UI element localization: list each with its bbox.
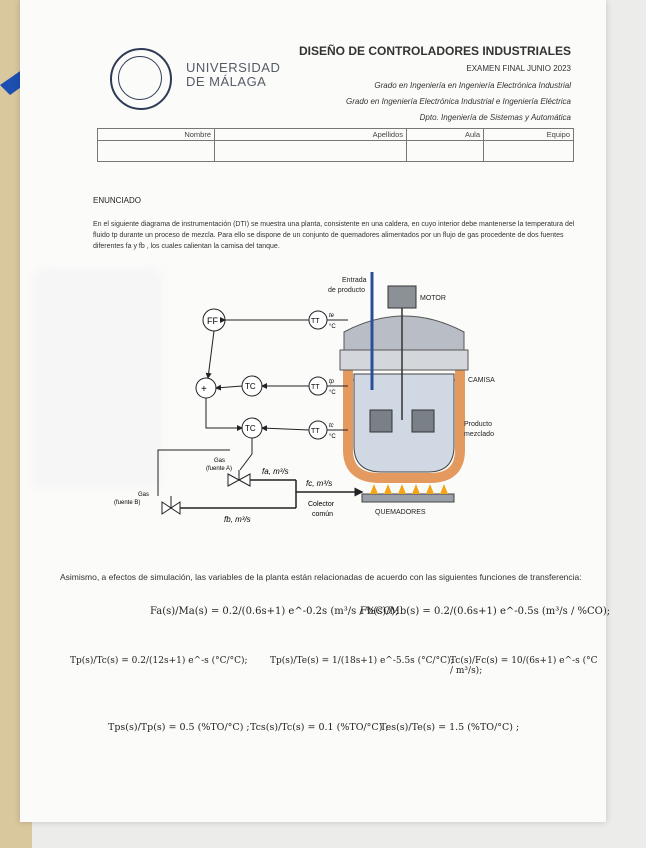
exam-title: EXAMEN FINAL JUNIO 2023 [466, 64, 571, 73]
fa-label: fa, m³/s [262, 467, 289, 476]
eq-fb-mb: Fb(s)/Mb(s) = 0.2/(0.6s+1) e^-0.5s (m³/s / %CO); [360, 606, 611, 617]
gas-pipes [180, 480, 362, 508]
field-apellidos[interactable] [215, 141, 407, 162]
gas-b-label: Gas [138, 492, 150, 498]
sum-label: + [201, 384, 207, 395]
col-equipo: Equipo [484, 129, 574, 141]
tank-fluid [354, 374, 454, 472]
valve-b [162, 496, 180, 514]
gas-a-source: (fuente A) [206, 466, 233, 472]
university-name: UNIVERSIDAD [186, 60, 281, 75]
tc-label: tc [329, 423, 334, 429]
flames [370, 484, 448, 494]
eq-tes: Tes(s)/Te(s) = 1.5 (%TO/°C) ; [380, 722, 520, 733]
course-title: DISEÑO DE CONTROLADORES INDUSTRIALES [298, 44, 571, 58]
field-equipo[interactable] [484, 141, 574, 162]
eq-tp-tc: Tp(s)/Tc(s) = 0.2/(12s+1) e^-s (°C/°C); [70, 656, 248, 666]
tp-label: tp [329, 379, 335, 385]
eq-tp-te: Tp(s)/Te(s) = 1/(18s+1) e^-5.5s (°C/°C); [270, 656, 454, 666]
degree-1: Grado en Ingeniería en Ingeniería Electrónica Industrial [374, 81, 571, 90]
col-aula: Aula [407, 129, 484, 141]
field-aula[interactable] [407, 141, 484, 162]
tank-flange [340, 350, 468, 370]
motor-box [388, 286, 416, 308]
col-nombre: Nombre [98, 129, 215, 141]
statement-paragraph: En el siguiente diagrama de instrumentación (DTI) se muestra una planta, consistente en una caldera, en cuyo interior debe mantenerse la temperatura del fluido tp durante un proceso de mezcla. Para ello se dispone de un conjunto de quemadores alimentados por un flujo de gas procedente de dos fuentes diferentes fa y fb , los cuales calientan la camisa del tanque. [93, 221, 575, 250]
tc-primary-label: TC [245, 382, 256, 391]
label-producto: Producto [464, 421, 493, 428]
tt-tc-unit: °C [329, 434, 336, 440]
simulation-text: Asimismo, a efectos de simulación, las variables de la planta están relacionadas de acuerdo con las siguientes funciones de transferencia: [60, 572, 582, 582]
university-name-2: DE MÁLAGA [186, 74, 267, 89]
pid-diagram [100, 270, 520, 530]
department: Dpto. Ingeniería de Sistemas y Automática [419, 113, 571, 122]
eq-tcs: Tcs(s)/Tc(s) = 0.1 (%TO/°C) ; [250, 722, 389, 733]
tt-tp-unit: °C [329, 390, 336, 396]
gas-a-label: Gas [214, 458, 226, 464]
gas-b-source: (fuente B) [114, 500, 141, 506]
tt-te-unit: °C [329, 324, 336, 330]
te-label: te [329, 313, 335, 319]
fb-label: fb, m³/s [224, 515, 251, 524]
fc-label: fc, m³/s [306, 479, 333, 488]
label-motor: MOTOR [420, 295, 446, 302]
label-mezclado: mezclado [464, 431, 494, 438]
col-apellidos: Apellidos [215, 129, 407, 141]
ff-label: FF [207, 316, 218, 326]
impeller-left [370, 410, 392, 432]
eq-tps: Tps(s)/Tp(s) = 0.5 (%TO/°C) ; [108, 722, 250, 733]
tt-te-label: TT [311, 318, 320, 325]
section-title: ENUNCIADO [93, 196, 142, 205]
label-colector: Colector [308, 501, 335, 508]
seal-inner-ring [118, 56, 162, 100]
impeller-right [412, 410, 434, 432]
tank-lid [344, 316, 464, 350]
degree-2: Grado en Ingeniería Electrónica Industrial e Ingeniería Eléctrica [345, 97, 571, 106]
valve-a [228, 470, 250, 486]
label-quemadores: QUEMADORES [375, 509, 426, 516]
field-nombre[interactable] [98, 141, 215, 162]
eq-tc-fc: Tc(s)/Fc(s) = 10/(6s+1) e^-s (°C / m³/s); [450, 656, 598, 676]
label-de-producto: de producto [328, 287, 365, 294]
tt-tc-label: TT [311, 428, 320, 435]
label-comun: común [312, 511, 334, 518]
burner-bar [362, 494, 454, 502]
label-entrada: Entrada [342, 277, 367, 284]
eq-fa-ma: Fa(s)/Ma(s) = 0.2/(0.6s+1) e^-0.2s (m³/s / %CO); [150, 606, 399, 617]
tt-tp-label: TT [311, 384, 320, 391]
label-camisa: CAMISA [468, 377, 495, 384]
tc-secondary-label: TC [245, 424, 256, 433]
student-form [97, 128, 574, 162]
